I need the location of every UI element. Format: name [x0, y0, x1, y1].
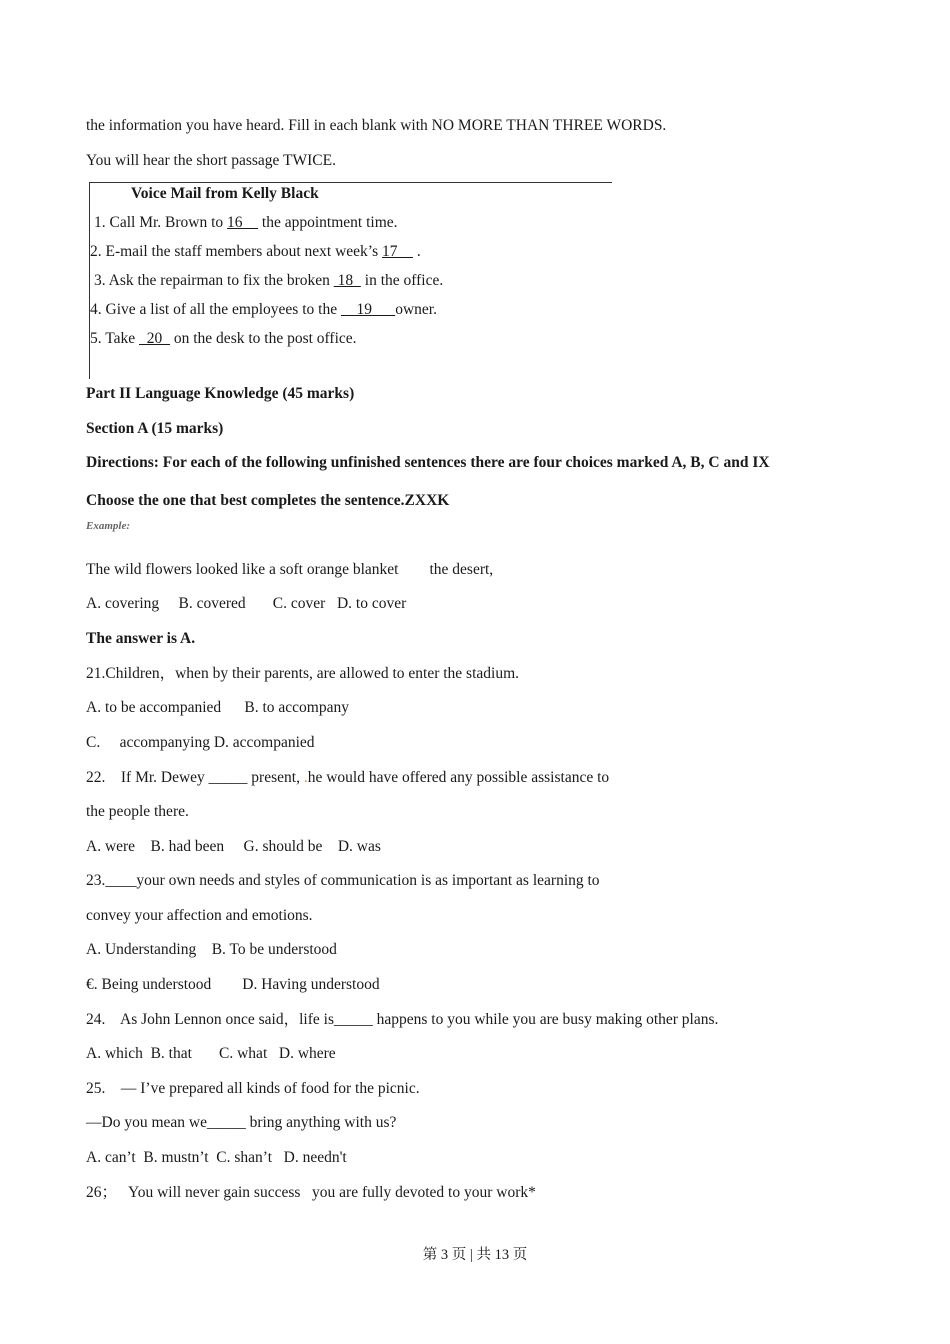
question-24-options: A. which B. that C. what D. where — [86, 1045, 336, 1062]
question-26: 26； You will never gain success you are fully devoted to your work* — [86, 1184, 536, 1201]
question-23-continued: convey your affection and emotions. — [86, 907, 313, 924]
question-21-options-ab: A. to be accompanied B. to accompany — [86, 699, 349, 716]
question-22-continued: the people there. — [86, 803, 189, 820]
blank-16: 16 — [227, 214, 259, 231]
question-23: 23.____your own needs and styles of communication is as important as learning to — [86, 872, 600, 889]
voicemail-item-1: 1. Call Mr. Brown to 16 the appointment time. — [94, 214, 398, 231]
page-footer: 第 3 页 | 共 13 页 — [422, 1247, 528, 1263]
blank-17: 17 — [381, 243, 413, 260]
voicemail-box — [89, 182, 612, 379]
example-answer: The answer is A. — [86, 630, 196, 647]
voicemail-item-2: 2. E-mail the staff members about next week’s 17 . — [90, 243, 421, 260]
blank-19: 19 — [340, 301, 396, 318]
question-22: 22. If Mr. Dewey _____ present, .he would have offered any possible assistance to — [86, 769, 610, 786]
question-24: 24. As John Lennon once said，life is_____ happens to you while you are busy making other plans. — [86, 1011, 719, 1028]
stray-mark: . — [303, 769, 308, 786]
voicemail-item-3: 3. Ask the repairman to fix the broken 18 in the office. — [94, 272, 444, 289]
example-options: A. covering B. covered C. cover D. to cover — [86, 595, 407, 612]
directions-line-2: Choose the one that best completes the sentence.ZXXK — [86, 492, 450, 509]
voicemail-title: Voice Mail from Kelly Black — [131, 185, 319, 202]
voicemail-item-4: 4. Give a list of all the employees to the 19 owner. — [90, 301, 437, 318]
question-22-options: A. were B. had been G. should be D. was — [86, 838, 381, 855]
voicemail-item-5: 5. Take 20 on the desk to the post office. — [90, 330, 357, 347]
section-heading: Section A (15 marks) — [86, 420, 224, 437]
example-label: Example: — [86, 520, 130, 532]
question-25-reply: —Do you mean we_____ bring anything with us? — [86, 1114, 397, 1131]
example-question: The wild flowers looked like a soft orange blanket the desert, — [86, 561, 494, 578]
question-23-options-ab: A. Understanding B. To be understood — [86, 941, 337, 958]
blank-20: 20 — [139, 330, 170, 347]
part-heading: Part II Language Knowledge (45 marks) — [86, 385, 355, 402]
intro-line-2: You will hear the short passage TWICE. — [86, 152, 336, 169]
intro-line-1: the information you have heard. Fill in each blank with NO MORE THAN THREE WORDS. — [86, 117, 667, 134]
question-25: 25. — I’ve prepared all kinds of food for the picnic. — [86, 1080, 420, 1097]
directions-line-1: Directions: For each of the following unfinished sentences there are four choices marked A, B, C and IX — [86, 454, 770, 471]
question-21-options-cd: C. accompanying D. accompanied — [86, 734, 315, 751]
question-21: 21.Children，when by their parents, are allowed to enter the stadium. — [86, 665, 520, 682]
question-25-options: A. can’t B. mustn’t C. shan’t D. needn't — [86, 1149, 347, 1166]
question-23-options-cd: €. Being understood D. Having understood — [86, 976, 380, 993]
blank-18: 18 — [333, 272, 361, 289]
